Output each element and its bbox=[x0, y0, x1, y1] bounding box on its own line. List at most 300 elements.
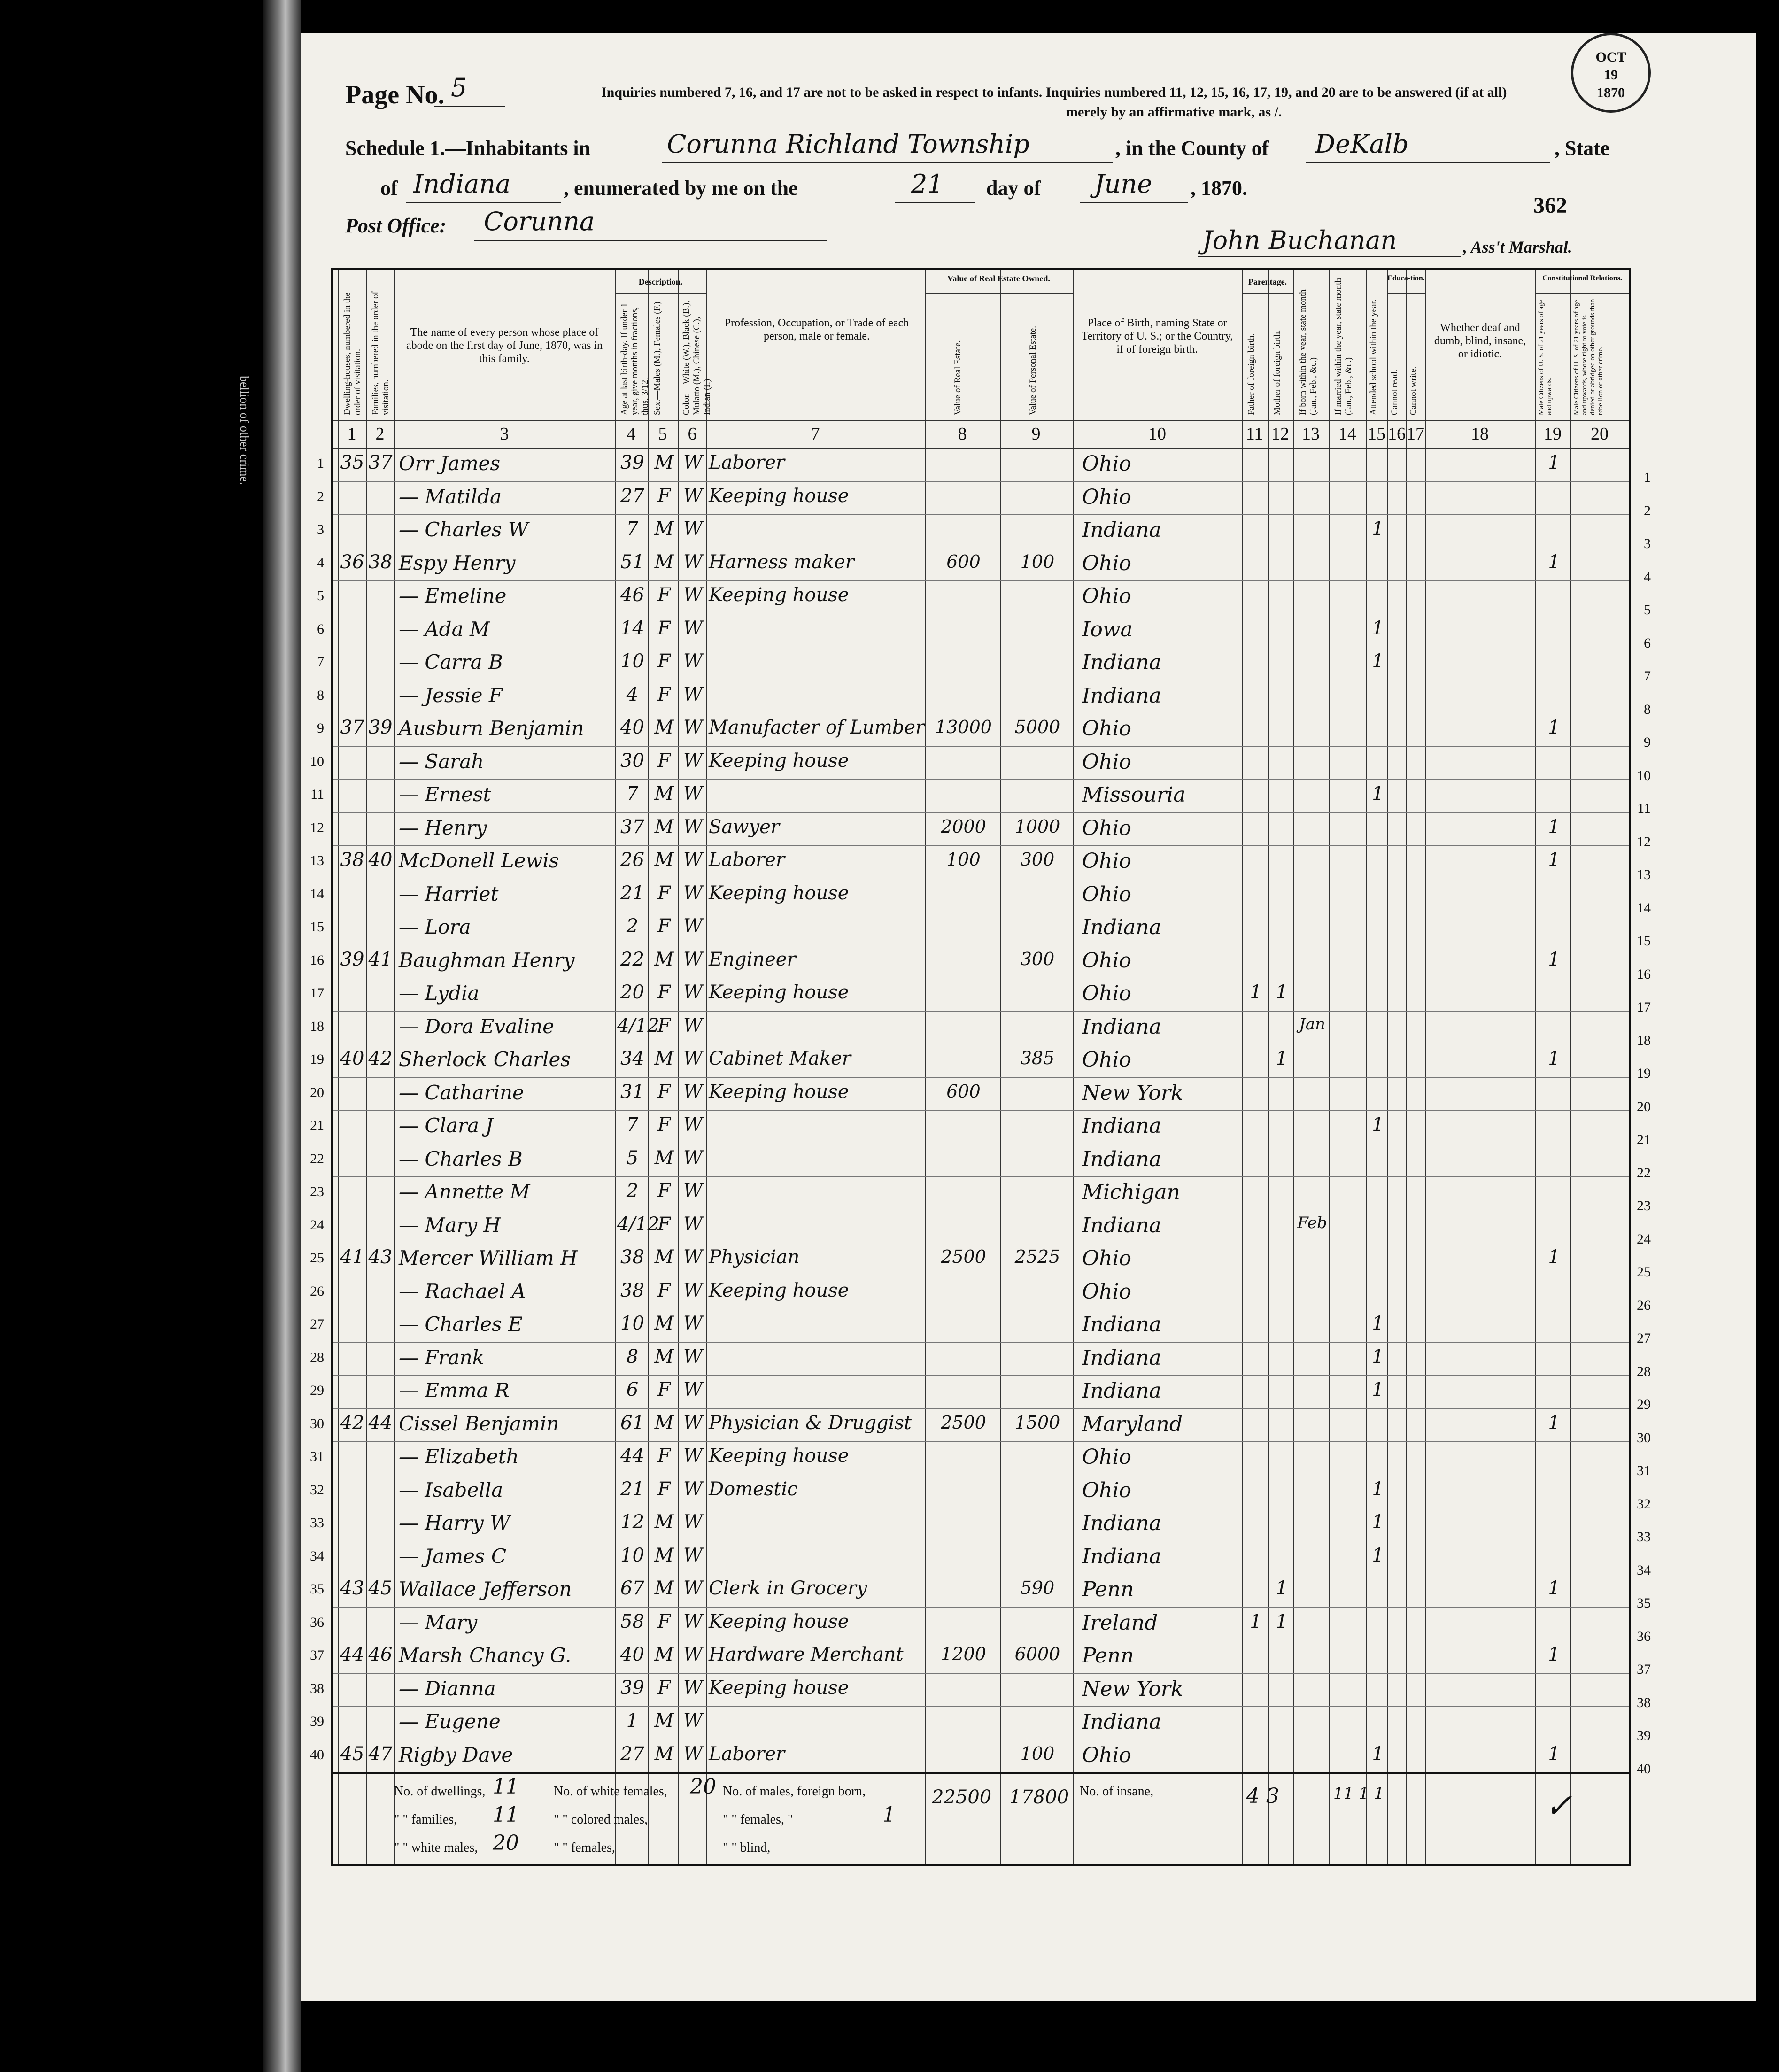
colnum-bottom-rule bbox=[333, 448, 1629, 449]
row-rule bbox=[333, 1342, 1629, 1343]
cell-name: Ausburn Benjamin bbox=[399, 717, 584, 740]
col-rule bbox=[1366, 270, 1367, 1864]
col3-header: The name of every person whose place of abode on the first day of June, 1870, was in this family. bbox=[406, 326, 603, 365]
row-rule bbox=[333, 1607, 1629, 1608]
row-number-right: 9 bbox=[1644, 734, 1651, 750]
cell-color: W bbox=[683, 982, 703, 1003]
cell-occ: Manufacter of Lumber bbox=[709, 717, 925, 738]
row-number-right: 26 bbox=[1637, 1297, 1651, 1313]
cell-color: W bbox=[683, 1544, 703, 1566]
cell-dw: 35 bbox=[340, 452, 364, 473]
cell-re: 2000 bbox=[941, 816, 986, 837]
column-number: 3 bbox=[500, 424, 509, 444]
cell-sex: M bbox=[654, 551, 674, 573]
cell-cit: 1 bbox=[1548, 1743, 1560, 1765]
cell-cit: 1 bbox=[1548, 816, 1560, 838]
cell-occ: Keeping house bbox=[709, 584, 849, 606]
cell-sex: M bbox=[654, 1544, 674, 1566]
cell-sex: F bbox=[657, 1677, 671, 1699]
footer-rule bbox=[333, 1772, 1629, 1774]
row-number-right: 12 bbox=[1637, 834, 1651, 850]
cell-name: Marsh Chancy G. bbox=[399, 1644, 572, 1667]
cell-sex: M bbox=[654, 1147, 674, 1169]
personal-estate-total: 17800 bbox=[1009, 1786, 1069, 1808]
cell-color: W bbox=[683, 1081, 703, 1103]
cell-sex: F bbox=[657, 1478, 671, 1500]
row-rule bbox=[333, 779, 1629, 780]
col-rule bbox=[1425, 270, 1426, 1864]
cell-age: 4 bbox=[626, 683, 639, 705]
cell-birth: Indiana bbox=[1082, 915, 1161, 939]
col17-header: Cannot write. bbox=[1408, 366, 1418, 415]
row-number-left: 25 bbox=[310, 1250, 324, 1266]
row-number-left: 4 bbox=[317, 555, 324, 571]
row-number-right: 17 bbox=[1637, 999, 1651, 1015]
cell-name: — Annette M bbox=[399, 1180, 530, 1203]
state-line bbox=[406, 202, 561, 203]
row-number-right: 14 bbox=[1637, 900, 1651, 916]
col19-header: Male Citizens of U. S. of 21 years of age and upwards. bbox=[1538, 300, 1553, 415]
cell-bm: Jan bbox=[1299, 1014, 1325, 1034]
row-number-left: 14 bbox=[310, 886, 324, 902]
cell-sch: 1 bbox=[1372, 1379, 1384, 1400]
row-rule bbox=[333, 1011, 1629, 1012]
row-rule bbox=[333, 1110, 1629, 1111]
cell-pe: 300 bbox=[1020, 948, 1055, 969]
column-number: 10 bbox=[1148, 424, 1166, 444]
cell-name: — Charles B bbox=[399, 1147, 523, 1170]
cell-fam: 37 bbox=[368, 452, 393, 473]
cell-pe: 5000 bbox=[1014, 717, 1060, 737]
cell-color: W bbox=[683, 816, 703, 838]
cell-cit: 1 bbox=[1548, 1644, 1560, 1665]
cell-age: 58 bbox=[620, 1610, 644, 1632]
cell-birth: Indiana bbox=[1082, 650, 1161, 674]
cell-occ: Clerk in Grocery bbox=[709, 1577, 867, 1599]
row-number-left: 6 bbox=[317, 621, 324, 637]
row-rule bbox=[333, 1375, 1629, 1376]
cell-occ: Cabinet Maker bbox=[709, 1048, 851, 1069]
row-number-left: 28 bbox=[310, 1349, 324, 1365]
cell-name: McDonell Lewis bbox=[399, 849, 559, 872]
col13-header: If born within the year, state month (Jan., Feb., &c.) bbox=[1298, 289, 1318, 415]
cell-cit: 1 bbox=[1548, 551, 1560, 573]
row-number-right: 25 bbox=[1637, 1264, 1651, 1280]
county-label: , in the County of bbox=[1115, 137, 1269, 160]
row-number-right: 18 bbox=[1637, 1032, 1651, 1048]
cell-birth: Indiana bbox=[1082, 1147, 1161, 1171]
white-females-label: No. of white females, bbox=[554, 1784, 667, 1799]
county-value: DeKalb bbox=[1315, 129, 1409, 159]
cell-cit: 1 bbox=[1548, 1246, 1560, 1268]
row-number-right: 29 bbox=[1637, 1397, 1651, 1412]
row-number-left: 22 bbox=[310, 1151, 324, 1167]
col-rule bbox=[1000, 270, 1001, 1864]
cell-age: 31 bbox=[620, 1081, 644, 1103]
cell-birth: Ohio bbox=[1082, 849, 1131, 873]
colnum-top-rule bbox=[333, 420, 1629, 421]
cell-sex: M bbox=[654, 1412, 674, 1434]
cell-occ: Harness maker bbox=[709, 551, 854, 573]
cell-age: 7 bbox=[626, 1114, 639, 1136]
cell-sex: F bbox=[657, 683, 671, 705]
column-number: 4 bbox=[627, 424, 636, 444]
row-number-left: 20 bbox=[310, 1084, 324, 1100]
marshal-value: John Buchanan bbox=[1202, 225, 1397, 255]
cell-occ: Keeping house bbox=[709, 1445, 849, 1467]
column-number: 15 bbox=[1368, 424, 1385, 444]
cell-sex: F bbox=[657, 485, 671, 507]
cell-name: — Emma R bbox=[399, 1379, 510, 1402]
cell-sex: M bbox=[654, 1048, 674, 1069]
cell-color: W bbox=[683, 1743, 703, 1765]
row-number-left: 19 bbox=[310, 1051, 324, 1067]
colored-males-label: " " colored males, bbox=[554, 1812, 648, 1827]
cell-re: 2500 bbox=[941, 1412, 986, 1433]
cell-occ: Physician bbox=[709, 1246, 800, 1268]
schedule-label: Schedule 1.—Inhabitants in bbox=[345, 137, 591, 160]
cell-color: W bbox=[683, 1345, 703, 1368]
cell-color: W bbox=[683, 1478, 703, 1500]
parentage-group-header: Parentage. bbox=[1248, 277, 1287, 286]
cell-sex: F bbox=[657, 750, 671, 772]
cell-name: — Emeline bbox=[399, 584, 507, 607]
cell-fam: 42 bbox=[368, 1048, 393, 1069]
col-rule bbox=[925, 270, 926, 1864]
row-number-left: 9 bbox=[317, 720, 324, 736]
cell-fam: 46 bbox=[368, 1644, 393, 1665]
cell-occ: Keeping house bbox=[709, 750, 849, 772]
col7-header: Profession, Occupation, or Trade of each person, male or female. bbox=[724, 317, 909, 342]
cell-birth: Indiana bbox=[1082, 518, 1161, 542]
cell-cit: 1 bbox=[1548, 1048, 1560, 1069]
census-office-stamp bbox=[1571, 33, 1651, 113]
row-rule bbox=[333, 845, 1629, 846]
cell-sch: 1 bbox=[1372, 1478, 1384, 1500]
cell-sex: F bbox=[657, 1014, 671, 1036]
cell-occ: Keeping house bbox=[709, 485, 849, 507]
cell-birth: New York bbox=[1082, 1677, 1183, 1701]
cell-pe: 300 bbox=[1020, 849, 1055, 870]
cell-birth: Indiana bbox=[1082, 1114, 1161, 1138]
cell-pe: 6000 bbox=[1014, 1644, 1060, 1664]
col11-header: Father of foreign birth. bbox=[1246, 333, 1256, 415]
cell-fam: 39 bbox=[368, 717, 393, 738]
row-number-left: 2 bbox=[317, 488, 324, 504]
cell-age: 51 bbox=[620, 551, 644, 573]
row-rule bbox=[333, 580, 1629, 581]
row-number-left: 13 bbox=[310, 853, 324, 868]
cell-birth: Ohio bbox=[1082, 750, 1131, 774]
families-label: " " families, bbox=[394, 1812, 457, 1827]
col-rule bbox=[1073, 270, 1074, 1864]
cell-birth: Ohio bbox=[1082, 1445, 1131, 1469]
row-number-right: 35 bbox=[1637, 1595, 1651, 1611]
cell-color: W bbox=[683, 1644, 703, 1665]
cell-color: W bbox=[683, 1577, 703, 1599]
cell-birth: Ohio bbox=[1082, 551, 1131, 575]
cell-color: W bbox=[683, 1445, 703, 1467]
row-number-right: 4 bbox=[1644, 569, 1651, 585]
cell-name: — Lora bbox=[399, 915, 471, 938]
row-number-left: 36 bbox=[310, 1614, 324, 1630]
real-estate-group-header: Value of Real Estate Owned. bbox=[947, 274, 1050, 283]
row-number-right: 24 bbox=[1637, 1231, 1651, 1247]
cell-fa: 1 bbox=[1250, 1610, 1262, 1632]
cell-name: — Catharine bbox=[399, 1081, 524, 1104]
column-number: 8 bbox=[958, 424, 967, 444]
cell-color: W bbox=[683, 1114, 703, 1136]
cell-occ: Keeping house bbox=[709, 1677, 849, 1699]
cell-birth: Indiana bbox=[1082, 683, 1161, 708]
cell-color: W bbox=[683, 1279, 703, 1301]
families-value: 11 bbox=[493, 1803, 519, 1827]
cell-pe: 1500 bbox=[1014, 1412, 1060, 1433]
row-number-right: 8 bbox=[1644, 701, 1651, 717]
cell-sex: M bbox=[654, 1313, 674, 1334]
cell-sex: F bbox=[657, 617, 671, 639]
cell-sch: 1 bbox=[1372, 518, 1384, 540]
marshal-line bbox=[1198, 256, 1461, 257]
cell-color: W bbox=[683, 650, 703, 672]
row-number-right: 36 bbox=[1637, 1628, 1651, 1644]
cell-age: 2 bbox=[626, 915, 639, 937]
row-number-left: 10 bbox=[310, 753, 324, 769]
group-rule bbox=[615, 293, 706, 294]
row-number-right: 30 bbox=[1637, 1430, 1651, 1446]
cell-sch: 1 bbox=[1372, 1743, 1384, 1765]
row-rule bbox=[333, 1673, 1629, 1674]
cell-re: 2500 bbox=[941, 1246, 986, 1267]
cell-sex: M bbox=[654, 783, 674, 804]
col5-header: Sex.—Males (M.), Females (F.) bbox=[652, 302, 662, 415]
col-rule bbox=[1535, 270, 1536, 1864]
cell-color: W bbox=[683, 750, 703, 772]
col-rule bbox=[648, 270, 649, 1864]
cell-color: W bbox=[683, 849, 703, 871]
cell-age: 40 bbox=[620, 1644, 644, 1665]
column-number: 12 bbox=[1271, 424, 1289, 444]
col20-header: Male Citizens of U. S. of 21 years of age and upwards, whose right to vote is denied or abridged on other grounds than rebellion or other crime. bbox=[1573, 299, 1604, 415]
cell-sex: M bbox=[654, 849, 674, 871]
cell-birth: Indiana bbox=[1082, 1511, 1161, 1535]
colored-females-label: " " females, bbox=[554, 1840, 615, 1855]
cell-birth: New York bbox=[1082, 1081, 1183, 1105]
cell-sex: M bbox=[654, 1644, 674, 1665]
cell-cit: 1 bbox=[1548, 717, 1560, 738]
col-rule bbox=[1387, 270, 1388, 1864]
col10-header: Place of Birth, naming State or Territory of U. S.; or the Country, if of foreign birth. bbox=[1081, 317, 1233, 356]
cell-sch: 1 bbox=[1372, 1114, 1384, 1136]
page-label: Page No. bbox=[345, 80, 445, 109]
cell-name: — Charles W bbox=[399, 518, 529, 541]
cell-sex: F bbox=[657, 1610, 671, 1632]
cell-sex: F bbox=[657, 1379, 671, 1400]
instructions-line-1: Inquiries numbered 7, 16, and 17 are not to be asked in respect to infants. Inquiries numbered 11, 12, 15, 16, 17, 19, and 20 are to be answered (if at all) bbox=[601, 85, 1507, 100]
year-label: , 1870. bbox=[1191, 177, 1247, 200]
column-number: 14 bbox=[1338, 424, 1356, 444]
cell-color: W bbox=[683, 1180, 703, 1202]
row-number-left: 5 bbox=[317, 588, 324, 603]
cell-color: W bbox=[683, 1677, 703, 1699]
row-number-left: 34 bbox=[310, 1548, 324, 1564]
stamp-day: 19 bbox=[1604, 67, 1618, 83]
column-number: 18 bbox=[1471, 424, 1489, 444]
cell-sex: F bbox=[657, 1081, 671, 1103]
cell-sex: F bbox=[657, 650, 671, 672]
cell-dw: 40 bbox=[340, 1048, 364, 1069]
cell-age: 38 bbox=[620, 1246, 644, 1268]
cell-birth: Ohio bbox=[1082, 1246, 1131, 1270]
dwellings-label: No. of dwellings, bbox=[394, 1784, 486, 1799]
col14-header: If married within the year, state month (Jan., Feb., &c.) bbox=[1333, 278, 1354, 415]
cell-pe: 1000 bbox=[1014, 816, 1060, 837]
cell-birth: Ohio bbox=[1082, 1743, 1131, 1767]
row-number-left: 11 bbox=[310, 787, 324, 802]
cell-sex: M bbox=[654, 1577, 674, 1599]
cell-sex: M bbox=[654, 518, 674, 540]
cell-color: W bbox=[683, 882, 703, 904]
cell-birth: Ohio bbox=[1082, 1048, 1131, 1072]
cell-age: 7 bbox=[626, 518, 639, 540]
row-number-left: 24 bbox=[310, 1217, 324, 1233]
cell-color: W bbox=[683, 948, 703, 970]
cell-birth: Michigan bbox=[1082, 1180, 1180, 1204]
cell-name: — Elizabeth bbox=[399, 1445, 519, 1468]
cell-name: — Matilda bbox=[399, 485, 502, 508]
cell-birth: Ohio bbox=[1082, 485, 1131, 509]
cell-pe: 100 bbox=[1020, 1743, 1055, 1764]
col6-header: Color.—White (W.), Black (B.), Mulatto (M.), Chinese (C.), Indian (I.) bbox=[681, 300, 712, 415]
column-number: 7 bbox=[811, 424, 820, 444]
cell-color: W bbox=[683, 783, 703, 804]
cell-name: Orr James bbox=[399, 452, 501, 475]
cell-color: W bbox=[683, 1710, 703, 1732]
cell-birth: Indiana bbox=[1082, 1313, 1161, 1337]
cell-sex: M bbox=[654, 948, 674, 970]
col-rule bbox=[615, 270, 616, 1864]
column-number: 6 bbox=[688, 424, 697, 444]
foreign-females-label: " " females, " bbox=[723, 1812, 793, 1827]
col1-header: Dwelling-houses, numbered in the order of visitation. bbox=[342, 292, 363, 415]
cell-birth: Missouria bbox=[1082, 783, 1186, 807]
cell-fam: 43 bbox=[368, 1246, 393, 1268]
cell-age: 4/12 bbox=[617, 1014, 659, 1036]
constitutional-group-header: Constitutional Relations. bbox=[1542, 274, 1622, 282]
col2-header: Families, numbered in the order of visitation. bbox=[371, 291, 391, 415]
cell-fam: 47 bbox=[368, 1743, 393, 1765]
col-rule bbox=[1268, 270, 1269, 1864]
state-value: Indiana bbox=[413, 169, 511, 199]
page-number: 5 bbox=[451, 73, 467, 102]
cell-age: 22 bbox=[620, 948, 644, 970]
cell-age: 30 bbox=[620, 750, 644, 772]
dwellings-value: 11 bbox=[493, 1775, 519, 1799]
cell-age: 34 bbox=[620, 1048, 644, 1069]
place-value: Corunna Richland Township bbox=[667, 129, 1029, 159]
post-office-line bbox=[474, 240, 827, 241]
cell-color: W bbox=[683, 717, 703, 738]
row-number-left: 39 bbox=[310, 1714, 324, 1729]
cell-birth: Ohio bbox=[1082, 584, 1131, 608]
cell-sch: 1 bbox=[1372, 650, 1384, 672]
column-number: 2 bbox=[375, 424, 385, 444]
row-number-right: 2 bbox=[1644, 503, 1651, 518]
col12-header: Mother of foreign birth. bbox=[1272, 330, 1282, 415]
cell-age: 14 bbox=[620, 617, 644, 639]
cell-color: W bbox=[683, 617, 703, 639]
row-rule bbox=[333, 481, 1629, 482]
cell-birth: Indiana bbox=[1082, 1710, 1161, 1734]
cell-name: — Jessie F bbox=[399, 683, 503, 707]
row-number-right: 40 bbox=[1637, 1761, 1651, 1777]
cell-sex: M bbox=[654, 816, 674, 838]
cell-bm: Feb bbox=[1297, 1213, 1327, 1232]
column-number: 11 bbox=[1245, 424, 1263, 444]
cell-dw: 36 bbox=[340, 551, 364, 573]
cell-occ: Keeping house bbox=[709, 882, 849, 904]
row-number-left: 38 bbox=[310, 1680, 324, 1696]
row-number-left: 32 bbox=[310, 1482, 324, 1498]
cell-birth: Indiana bbox=[1082, 1213, 1161, 1237]
column-number: 9 bbox=[1031, 424, 1041, 444]
cell-cit: 1 bbox=[1548, 1412, 1560, 1434]
cell-name: — Carra B bbox=[399, 650, 503, 673]
row-number-left: 17 bbox=[310, 985, 324, 1001]
row-number-right: 16 bbox=[1637, 966, 1651, 982]
cell-age: 6 bbox=[626, 1379, 639, 1400]
cell-re: 1200 bbox=[941, 1644, 986, 1664]
insane-label: No. of insane, bbox=[1080, 1784, 1154, 1799]
column-number: 5 bbox=[658, 424, 667, 444]
col16-header: Cannot read. bbox=[1390, 369, 1400, 415]
row-number-right: 23 bbox=[1637, 1198, 1651, 1214]
cell-birth: Indiana bbox=[1082, 1345, 1161, 1370]
cell-age: 61 bbox=[620, 1412, 644, 1434]
cell-color: W bbox=[683, 1379, 703, 1400]
cell-age: 39 bbox=[620, 1677, 644, 1699]
cell-dw: 39 bbox=[340, 948, 364, 970]
cell-occ: Engineer bbox=[709, 948, 796, 970]
row-number-right: 15 bbox=[1637, 933, 1651, 949]
cell-cit: 1 bbox=[1548, 1577, 1560, 1599]
stamp-month: OCT bbox=[1595, 49, 1626, 65]
census-table bbox=[331, 268, 1631, 1866]
row-number-left: 7 bbox=[317, 654, 324, 670]
cell-sex: M bbox=[654, 452, 674, 473]
cell-age: 8 bbox=[626, 1345, 639, 1368]
col-rule bbox=[1293, 270, 1294, 1864]
cell-sex: F bbox=[657, 1180, 671, 1202]
cell-color: W bbox=[683, 1313, 703, 1334]
cell-sch: 1 bbox=[1372, 783, 1384, 804]
cell-birth: Indiana bbox=[1082, 1544, 1161, 1569]
enumerated-label: , enumerated by me on the bbox=[564, 177, 798, 200]
cell-color: W bbox=[683, 452, 703, 473]
row-number-right: 10 bbox=[1637, 767, 1651, 783]
row-number-right: 13 bbox=[1637, 867, 1651, 882]
row-number-left: 31 bbox=[310, 1449, 324, 1464]
cell-birth: Ohio bbox=[1082, 982, 1131, 1005]
column-number: 20 bbox=[1591, 424, 1609, 444]
col-rule bbox=[678, 270, 679, 1864]
stamp-year: 1870 bbox=[1597, 85, 1625, 101]
cell-age: 10 bbox=[620, 1313, 644, 1334]
cell-occ: Keeping house bbox=[709, 1610, 849, 1632]
cell-birth: Ohio bbox=[1082, 452, 1131, 476]
col15-header: Attended school within the year. bbox=[1369, 299, 1378, 415]
cell-age: 7 bbox=[626, 783, 639, 804]
